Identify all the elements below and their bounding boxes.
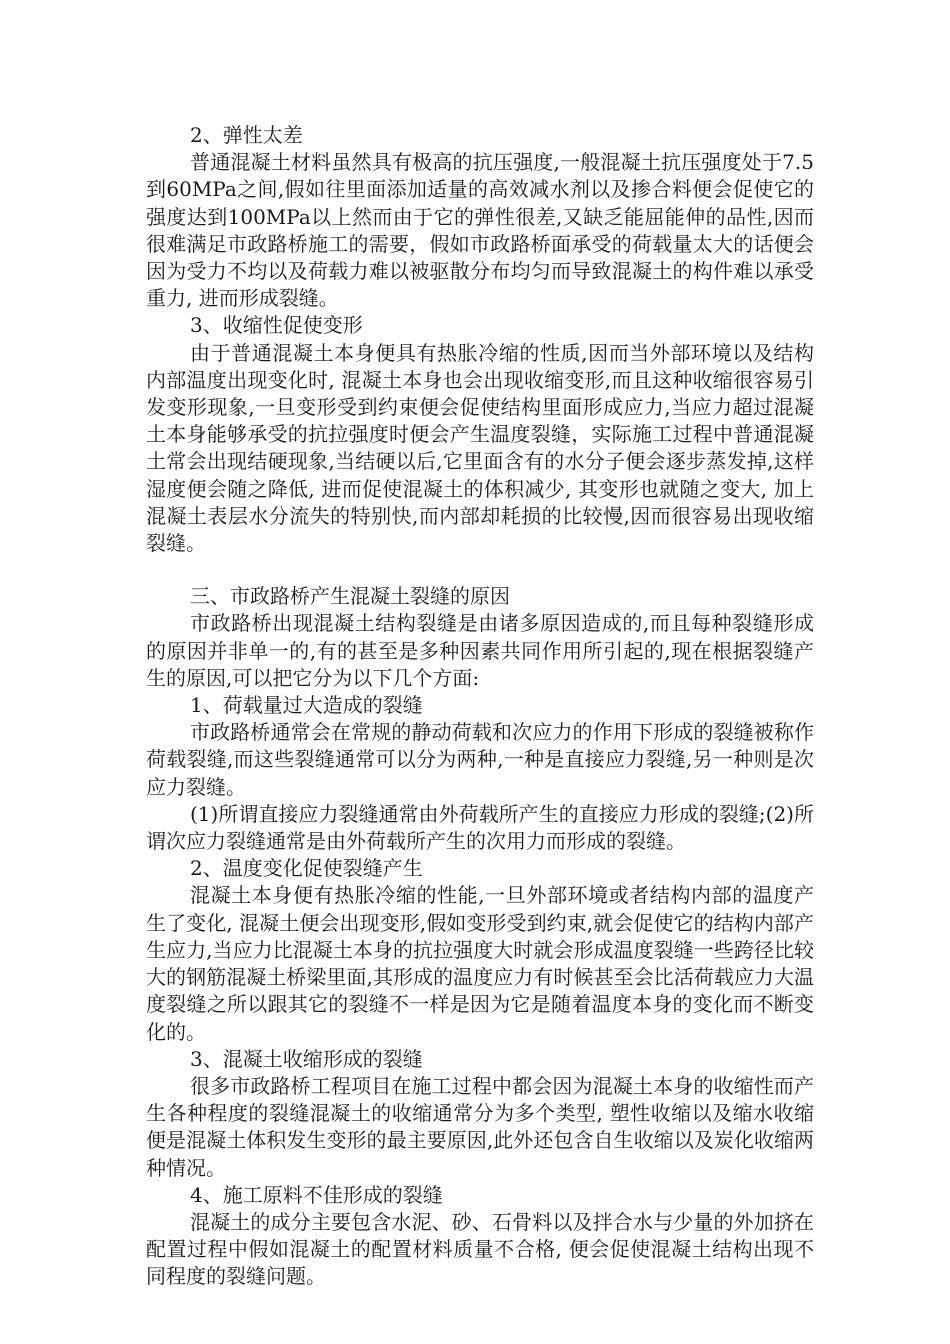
section-heading: 3、收缩性促使变形 — [190, 313, 363, 338]
section-heading: 1、荷载量过大造成的裂缝 — [190, 693, 423, 718]
body-paragraph: 很多市政路桥工程项目在施工过程中都会因为混凝土本身的收缩性而产生各种程度的裂缝混凝土的收缩通常分为多个类型, 塑性收缩以及缩水收缩便是混凝土体积发生变形的最主要原因,此外还包含自生收缩以及炭化收缩两种情况。 — [146, 1073, 814, 1180]
body-paragraph: 由于普通混凝土本身便具有热胀冷缩的性质,因而当外部环境以及结构内部温度出现变化时, 混凝土本身也会出现收缩变形,而且这种收缩很容易引发变形现象,一旦变形受到约束便会促使结构里面形成应力,当应力超过混凝土本身能够承受的抗拉强度时便会产生温度裂缝，实际施工过程中普通混凝土常会出现结硬现象,当结硬以后,它里面含有的水分子便会逐步蒸发掉,这样湿度便会随之降低, 进而促使混凝土的体积减少, 其变形也就随之变大, 加上混凝土表层水分流失的特别快,而内部却耗损的比较慢,因而很容易出现收缩裂缝。 — [146, 340, 814, 556]
body-paragraph: 市政路桥通常会在常规的静动荷载和次应力的作用下形成的裂缝被称作荷载裂缝,而这些裂缝通常可以分为两种,一种是直接应力裂缝,另一种则是次应力裂缝。 — [146, 720, 814, 799]
section-heading: 2、弹性太差 — [190, 123, 303, 147]
section-spacer — [146, 557, 814, 583]
body-paragraph: 市政路桥出现混凝土结构裂缝是由诸多原因造成的,而且每种裂缝形成的原因并非单一的,有的甚至是多种因素共同作用所引起的,现在根据裂缝产生的原因,可以把它分为以下几个方面: — [146, 611, 814, 690]
body-paragraph: (1)所谓直接应力裂缝通常由外荷载所产生的直接应力形成的裂缝;(2)所谓次应力裂缝通常是由外荷载所产生的次用力而形成的裂缝。 — [146, 801, 814, 854]
section-heading: 4、施工原料不佳形成的裂缝 — [190, 1182, 443, 1207]
body-paragraph: 混凝土本身便有热胀冷缩的性能,一旦外部环境或者结构内部的温度产生了变化, 混凝土便会出现变形,假如变形受到约束,就会促使它的结构内部产生应力,当应力比混凝土本身的抗拉强度大时就会形成温度裂缝一些跨径比较大的钢筋混凝土桥梁里面,其形成的温度应力有时候甚至会比活荷载应力大温度裂缝之所以跟其它的裂缝不一样是因为它是随着温度本身的变化而不断变化的。 — [146, 883, 814, 1044]
body-paragraph: 混凝土的成分主要包含水泥、砂、石骨料以及拌合水与少量的外加挤在配置过程中假如混凝土的配置材料质量不合格, 便会促使混凝土结构出现不同程度的裂缝问题。 — [146, 1209, 814, 1289]
section-heading: 3、混凝土收缩形成的裂缝 — [190, 1046, 423, 1071]
chapter-heading: 三、市政路桥产生混凝土裂缝的原因 — [190, 584, 510, 609]
body-paragraph: 普通混凝土材料虽然具有极高的抗压强度,一般混凝土抗压强度处于7.5到60MPa之间,假如往里面添加适量的高效减水剂以及掺合料便会促使它的强度达到100MPa以上然而由于它的弹性很差,又缺乏能屈能伸的品性,因而很难满足市政路桥施工的需要，假如市政路桥面承受的荷载量太大的话便会因为受力不均以及荷载力难以被驱散分布均匀而导致混凝土的构件难以承受重力, 进而形成裂缝。 — [146, 150, 814, 311]
section-heading: 2、温度变化促使裂缝产生 — [190, 856, 423, 881]
document-page — [146, 122, 814, 1291]
